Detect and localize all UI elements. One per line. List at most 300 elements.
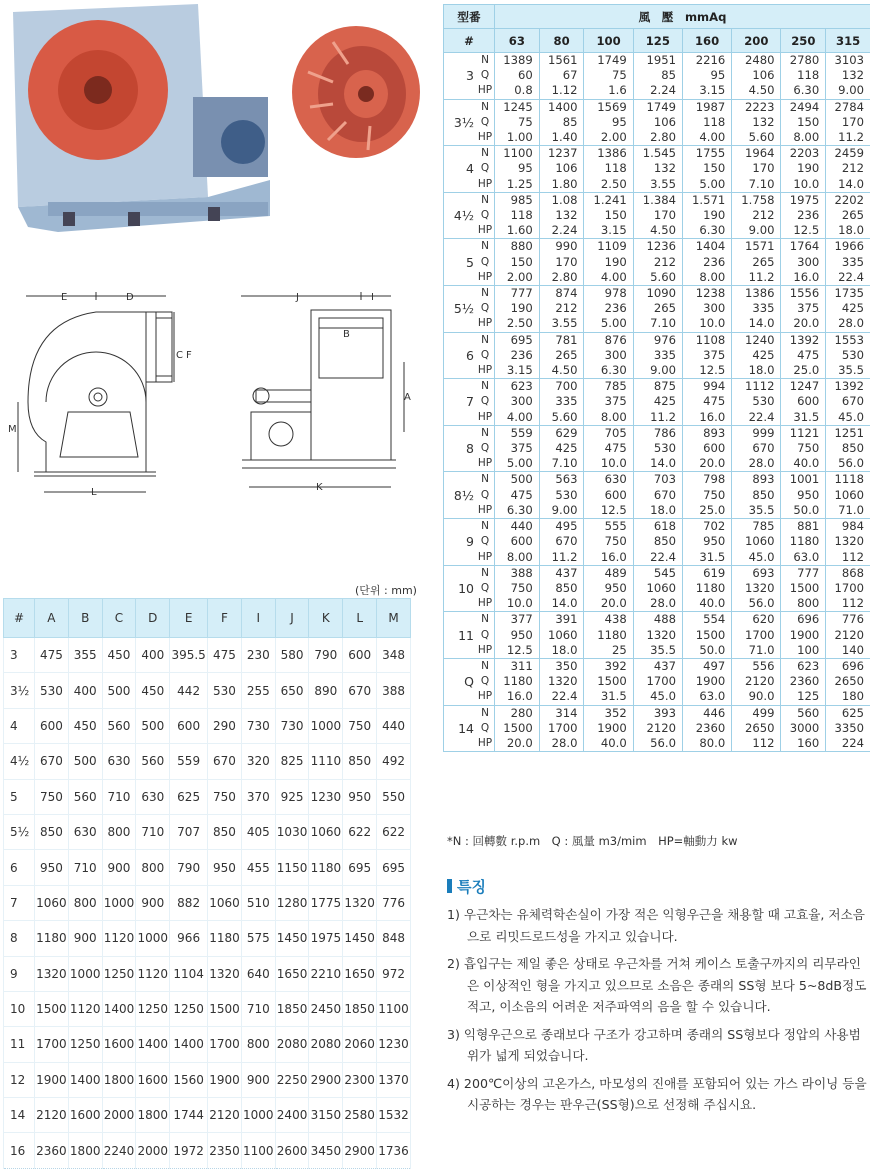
value-hp: 125 [781, 689, 819, 704]
value-q: 1700 [540, 721, 578, 736]
value-q: 1180 [495, 674, 533, 689]
dim-cell: 1110 [309, 744, 343, 779]
value-hp: 140 [826, 643, 864, 658]
value-n: 1389 [495, 53, 533, 68]
value-q: 425 [732, 348, 774, 363]
performance-cell [826, 705, 870, 752]
metric-label: HP [476, 596, 494, 611]
performance-cell [732, 332, 781, 379]
dim-size-cell: 11 [4, 1027, 35, 1062]
size-cell: 3 [444, 53, 477, 100]
performance-cell [682, 239, 731, 286]
metric-label: HP [476, 130, 494, 145]
dim-cell: 400 [68, 673, 102, 708]
value-hp: 40.0 [683, 596, 725, 611]
dim-cell: 2080 [309, 1027, 343, 1062]
value-n: 1749 [584, 53, 626, 68]
value-n: 1975 [781, 193, 819, 208]
value-n: 563 [540, 472, 578, 487]
value-q: 670 [540, 534, 578, 549]
dim-cell: 1100 [377, 991, 411, 1026]
value-hp: 8.00 [584, 410, 626, 425]
dim-cell: 790 [309, 638, 343, 673]
performance-cell [781, 239, 826, 286]
size-cell: Q [444, 658, 477, 705]
value-n: 1571 [732, 239, 774, 254]
dim-cell: 560 [102, 708, 136, 743]
performance-cell [732, 286, 781, 333]
value-n: 874 [540, 286, 578, 301]
value-hp: 12.5 [781, 223, 819, 238]
value-n: 893 [683, 426, 725, 441]
value-n: 280 [495, 706, 533, 721]
metric-label: Q [476, 115, 494, 130]
metric-labels [476, 53, 495, 100]
metric-label: HP [476, 643, 494, 658]
value-q: 950 [584, 581, 626, 596]
value-n: 388 [495, 566, 533, 581]
value-q: 1060 [634, 581, 676, 596]
dim-cell: 925 [275, 779, 309, 814]
dim-cell: 1400 [68, 1062, 102, 1097]
dim-size-cell: 3½ [4, 673, 35, 708]
value-q: 170 [634, 208, 676, 223]
value-q: 1320 [826, 534, 864, 549]
dim-row [4, 814, 411, 849]
value-hp: 8.00 [781, 130, 819, 145]
value-n: 893 [732, 472, 774, 487]
value-q: 265 [732, 255, 774, 270]
size-cell: 6 [444, 332, 477, 379]
dim-cell: 2000 [136, 1133, 170, 1168]
performance-cell [633, 192, 682, 239]
dim-cell: 622 [377, 814, 411, 849]
value-n: 1001 [781, 472, 819, 487]
value-q: 750 [781, 441, 819, 456]
dim-cell: 1250 [170, 991, 208, 1026]
value-hp: 90.0 [732, 689, 774, 704]
dim-header: # [4, 599, 35, 638]
dim-cell: 500 [102, 673, 136, 708]
dim-cell: 1800 [102, 1062, 136, 1097]
value-q: 425 [540, 441, 578, 456]
dim-cell: 622 [343, 814, 377, 849]
performance-cell [781, 472, 826, 519]
value-hp: 11.2 [732, 270, 774, 285]
dim-cell: 730 [241, 708, 275, 743]
dim-cell: 630 [68, 814, 102, 849]
dim-header: B [68, 599, 102, 638]
value-q: 600 [584, 488, 626, 503]
dim-cell: 625 [170, 779, 208, 814]
dim-cell: 1500 [35, 991, 69, 1026]
value-q: 425 [826, 301, 864, 316]
dim-cell: 650 [275, 673, 309, 708]
dim-cell: 1180 [309, 850, 343, 885]
dim-cell: 1030 [275, 814, 309, 849]
value-n: 440 [495, 519, 533, 534]
value-n: 1749 [634, 100, 676, 115]
label-I: I [371, 292, 374, 303]
dim-row [4, 1062, 411, 1097]
size-cell: 3½ [444, 99, 477, 146]
metric-labels [476, 239, 495, 286]
performance-cell [584, 612, 633, 659]
value-hp: 9.00 [826, 83, 864, 98]
performance-cell [584, 379, 633, 426]
value-hp: 10.0 [683, 316, 725, 331]
value-hp: 2.24 [634, 83, 676, 98]
dim-cell: 1060 [309, 814, 343, 849]
value-q: 530 [826, 348, 864, 363]
value-q: 190 [781, 161, 819, 176]
performance-cell [495, 425, 540, 472]
value-n: 488 [634, 612, 676, 627]
dim-cell: 1800 [68, 1133, 102, 1168]
dim-header: J [275, 599, 309, 638]
dim-cell: 850 [35, 814, 69, 849]
features-title: 특징 [447, 876, 486, 897]
value-q: 95 [495, 161, 533, 176]
value-hp: 3.15 [495, 363, 533, 378]
dim-row [4, 956, 411, 991]
performance-cell [732, 425, 781, 472]
value-n: 2459 [826, 146, 864, 161]
value-n: 555 [584, 519, 626, 534]
dim-cell: 2580 [343, 1098, 377, 1133]
dim-cell: 500 [136, 708, 170, 743]
performance-cell [584, 472, 633, 519]
value-hp: 6.30 [495, 503, 533, 518]
value-q: 850 [634, 534, 676, 549]
performance-row [444, 286, 870, 333]
metric-labels [476, 519, 495, 566]
performance-row [444, 53, 870, 100]
dim-cell: 1250 [136, 991, 170, 1026]
performance-cell [732, 519, 781, 566]
value-q: 1700 [634, 674, 676, 689]
value-hp: 16.0 [495, 689, 533, 704]
dim-cell: 440 [377, 708, 411, 743]
value-q: 85 [634, 68, 676, 83]
value-q: 425 [634, 394, 676, 409]
dim-cell: 730 [275, 708, 309, 743]
dim-row [4, 779, 411, 814]
value-q: 670 [826, 394, 864, 409]
value-q: 1060 [540, 628, 578, 643]
value-n: 619 [683, 566, 725, 581]
dim-row [4, 638, 411, 673]
dim-header: A [35, 599, 69, 638]
dim-cell: 2900 [309, 1062, 343, 1097]
performance-cell [495, 472, 540, 519]
performance-cell [495, 239, 540, 286]
performance-cell [495, 658, 540, 705]
dim-cell: 1280 [275, 885, 309, 920]
value-q: 150 [584, 208, 626, 223]
value-n: 1245 [495, 100, 533, 115]
performance-cell [732, 99, 781, 146]
value-hp: 18.0 [540, 643, 578, 658]
metric-label: Q [476, 581, 494, 596]
dim-cell: 2210 [309, 956, 343, 991]
performance-cell [781, 565, 826, 612]
metric-labels [476, 286, 495, 333]
dim-cell: 1120 [68, 991, 102, 1026]
dim-header: K [309, 599, 343, 638]
value-q: 118 [495, 208, 533, 223]
value-hp: 5.60 [732, 130, 774, 145]
value-n: 1112 [732, 379, 774, 394]
performance-cell [682, 53, 731, 100]
dimension-drawings [6, 282, 430, 512]
metric-label: HP [476, 736, 494, 751]
metric-label: N [476, 472, 494, 487]
fan-assembly-photo [8, 2, 278, 234]
value-hp: 40.0 [584, 736, 626, 751]
value-hp: 4.00 [683, 130, 725, 145]
dim-cell: 900 [241, 1062, 275, 1097]
value-hp: 10.0 [781, 177, 819, 192]
size-cell: 14 [444, 705, 477, 752]
dim-cell: 1060 [208, 885, 242, 920]
value-hp: 3.55 [540, 316, 578, 331]
dim-cell: 1320 [208, 956, 242, 991]
metric-label: N [476, 100, 494, 115]
value-q: 375 [495, 441, 533, 456]
dim-size-cell: 9 [4, 956, 35, 991]
label-A: A [404, 392, 411, 403]
value-hp: 18.0 [732, 363, 774, 378]
value-q: 106 [634, 115, 676, 130]
performance-cell [826, 565, 870, 612]
metric-label: Q [476, 441, 494, 456]
dim-cell: 3150 [309, 1098, 343, 1133]
metric-label: N [476, 566, 494, 581]
value-hp: 4.50 [540, 363, 578, 378]
metric-label: HP [476, 456, 494, 471]
value-q: 1180 [584, 628, 626, 643]
value-q: 190 [584, 255, 626, 270]
value-q: 530 [634, 441, 676, 456]
value-hp: 11.2 [634, 410, 676, 425]
value-q: 2360 [781, 674, 819, 689]
performance-row [444, 519, 870, 566]
value-n: 559 [495, 426, 533, 441]
dim-cell: 1000 [136, 921, 170, 956]
dim-cell: 695 [343, 850, 377, 885]
pressure-col: 100 [584, 29, 633, 53]
dim-cell: 750 [208, 779, 242, 814]
value-hp: 22.4 [732, 410, 774, 425]
dim-cell: 2300 [343, 1062, 377, 1097]
performance-cell [826, 519, 870, 566]
value-n: 499 [732, 706, 774, 721]
dim-cell: 750 [343, 708, 377, 743]
dim-size-cell: 4½ [4, 744, 35, 779]
value-q: 60 [495, 68, 533, 83]
value-n: 696 [781, 612, 819, 627]
value-q: 335 [634, 348, 676, 363]
dim-size-cell: 10 [4, 991, 35, 1026]
dim-header: I [241, 599, 275, 638]
value-q: 475 [683, 394, 725, 409]
performance-cell [732, 658, 781, 705]
value-q: 2120 [732, 674, 774, 689]
value-hp: 4.50 [732, 83, 774, 98]
dim-cell: 1000 [102, 885, 136, 920]
value-n: 705 [584, 426, 626, 441]
value-q: 118 [683, 115, 725, 130]
performance-cell [682, 658, 731, 705]
dim-row [4, 991, 411, 1026]
value-hp: 18.0 [634, 503, 676, 518]
value-n: 785 [584, 379, 626, 394]
metric-label: Q [476, 488, 494, 503]
dim-cell: 395.5 [170, 638, 208, 673]
value-n: 1.571 [683, 193, 725, 208]
dim-size-cell: 6 [4, 850, 35, 885]
value-hp: 5.00 [495, 456, 533, 471]
value-hp: 16.0 [584, 550, 626, 565]
performance-cell [781, 146, 826, 193]
value-hp: 4.00 [584, 270, 626, 285]
performance-cell [732, 53, 781, 100]
metric-label: N [476, 333, 494, 348]
performance-cell [732, 379, 781, 426]
value-q: 1180 [781, 534, 819, 549]
dim-cell: 1180 [208, 921, 242, 956]
dim-cell: 1230 [309, 779, 343, 814]
performance-cell [539, 192, 584, 239]
dim-cell: 1150 [275, 850, 309, 885]
value-n: 781 [540, 333, 578, 348]
value-n: 2223 [732, 100, 774, 115]
value-hp: 22.4 [540, 689, 578, 704]
value-n: 437 [540, 566, 578, 581]
pressure-col: 80 [539, 29, 584, 53]
dim-cell: 2350 [208, 1133, 242, 1168]
value-q: 1500 [781, 581, 819, 596]
metric-label: N [476, 706, 494, 721]
value-hp: 5.00 [584, 316, 626, 331]
value-hp: 112 [826, 550, 864, 565]
value-n: 696 [826, 659, 864, 674]
dim-row [4, 708, 411, 743]
value-hp: 28.0 [634, 596, 676, 611]
dim-cell: 750 [35, 779, 69, 814]
performance-cell [584, 565, 633, 612]
performance-cell [826, 99, 870, 146]
value-n: 876 [584, 333, 626, 348]
performance-cell [682, 192, 731, 239]
value-q: 300 [683, 301, 725, 316]
metric-label: HP [476, 83, 494, 98]
performance-cell [539, 146, 584, 193]
value-n: 1109 [584, 239, 626, 254]
value-n: 1.384 [634, 193, 676, 208]
dim-cell: 1532 [377, 1098, 411, 1133]
performance-cell [826, 612, 870, 659]
performance-cell [781, 192, 826, 239]
dim-cell: 1975 [309, 921, 343, 956]
value-n: 2784 [826, 100, 864, 115]
value-hp: 0.8 [495, 83, 533, 98]
value-hp: 45.0 [634, 689, 676, 704]
value-n: 1118 [826, 472, 864, 487]
value-n: 2216 [683, 53, 725, 68]
value-n: 446 [683, 706, 725, 721]
value-q: 1320 [732, 581, 774, 596]
performance-cell [826, 379, 870, 426]
value-n: 1090 [634, 286, 676, 301]
metric-labels [476, 332, 495, 379]
dim-cell: 707 [170, 814, 208, 849]
value-hp: 1.25 [495, 177, 533, 192]
performance-cell [584, 658, 633, 705]
dim-cell: 710 [241, 991, 275, 1026]
performance-cell [539, 286, 584, 333]
dim-cell: 972 [377, 956, 411, 991]
performance-cell [495, 519, 540, 566]
performance-cell [633, 332, 682, 379]
dim-cell: 355 [68, 638, 102, 673]
value-n: 629 [540, 426, 578, 441]
performance-cell [495, 705, 540, 752]
value-n: 630 [584, 472, 626, 487]
value-q: 475 [781, 348, 819, 363]
performance-cell [781, 286, 826, 333]
value-q: 3000 [781, 721, 819, 736]
dim-cell: 1230 [377, 1027, 411, 1062]
value-hp: 1.00 [495, 130, 533, 145]
performance-cell [682, 519, 731, 566]
dim-cell: 1850 [275, 991, 309, 1026]
dim-cell: 1000 [68, 956, 102, 991]
value-q: 850 [540, 581, 578, 596]
value-q: 132 [826, 68, 864, 83]
performance-cell [495, 146, 540, 193]
dim-cell: 1900 [208, 1062, 242, 1097]
dim-cell: 2360 [35, 1133, 69, 1168]
value-n: 1238 [683, 286, 725, 301]
dim-cell: 1104 [170, 956, 208, 991]
size-cell: 4½ [444, 192, 477, 239]
performance-cell [682, 146, 731, 193]
value-hp: 112 [732, 736, 774, 751]
metric-label: N [476, 379, 494, 394]
metric-label: Q [476, 394, 494, 409]
metric-label: Q [476, 674, 494, 689]
value-n: 1755 [683, 146, 725, 161]
value-hp: 5.00 [683, 177, 725, 192]
size-cell: 11 [444, 612, 477, 659]
value-q: 67 [540, 68, 578, 83]
metric-labels [476, 612, 495, 659]
value-n: 438 [584, 612, 626, 627]
metric-label: N [476, 146, 494, 161]
dim-cell: 825 [275, 744, 309, 779]
impeller-photo [288, 22, 424, 162]
value-n: 352 [584, 706, 626, 721]
value-hp: 63.0 [781, 550, 819, 565]
value-hp: 45.0 [826, 410, 864, 425]
value-q: 950 [781, 488, 819, 503]
value-n: 623 [781, 659, 819, 674]
dim-cell: 1600 [102, 1027, 136, 1062]
value-q: 750 [584, 534, 626, 549]
dim-cell: 900 [102, 850, 136, 885]
